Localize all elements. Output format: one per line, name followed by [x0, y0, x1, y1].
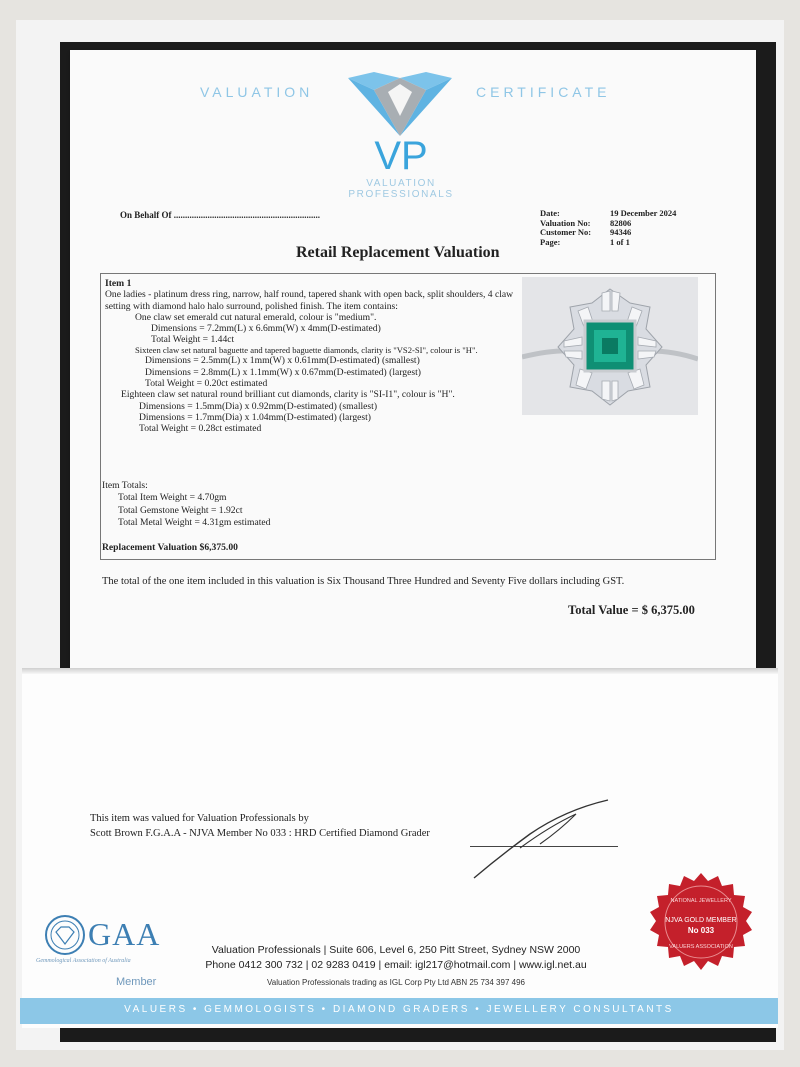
valued-by-line: This item was valued for Valuation Professionals by: [90, 813, 309, 824]
total-gemstone-weight: Total Gemstone Weight = 1.92ct: [118, 504, 243, 516]
logo-subtitle: [334, 178, 468, 200]
gst-statement: The total of the one item included in this valuation is Six Thousand Three Hundred and Seventy Five dollars including GST.: [102, 576, 625, 587]
meta-value: 19 December 2024: [610, 208, 677, 218]
footer-band-text: VALUERS • GEMMOLOGISTS • DIAMOND GRADERS • JEWELLERY CONSULTANTS: [124, 1004, 674, 1015]
emerald-line: One claw set emerald cut natural emerald, colour is "medium".: [135, 311, 377, 323]
meta-key: Date:: [540, 208, 560, 218]
signature-icon: [470, 796, 615, 882]
header-valuation-word: VALUATION: [200, 84, 314, 100]
document-title: Retail Replacement Valuation: [296, 244, 500, 261]
meta-value: 82806: [610, 217, 632, 228]
seal-top-text: NATIONAL JEWELLERY: [670, 898, 732, 904]
on-behalf-line: On Behalf Of .................................................................: [120, 210, 321, 220]
seal-bottom-text: VALUERS ASSOCIATION: [669, 944, 733, 950]
round-dims-smallest: Dimensions = 1.5mm(Dia) x 0.92mm(D-estimated) (smallest): [139, 400, 378, 412]
emerald-weight: Total Weight = 1.44ct: [151, 334, 235, 346]
logo-vp-letters: VP: [374, 134, 428, 178]
baguette-weight: Total Weight = 0.20ct estimated: [145, 377, 268, 389]
logo-sub-line2: PROFESSIONALS: [348, 189, 454, 200]
meta-key: Customer No:: [540, 227, 592, 238]
baguette-dims-smallest: Dimensions = 2.5mm(L) x 1mm(W) x 0.61mm(D-estimated) (smallest): [145, 355, 420, 367]
baguette-line: Sixteen claw set natural baguette and tapered baguette diamonds, clarity is "VS2-SI", colour is "H".: [135, 344, 478, 355]
seal-member-text: NJVA GOLD MEMBER: [665, 917, 737, 924]
header-certificate-word: CERTIFICATE: [476, 84, 611, 100]
valuation-meta: [540, 209, 676, 247]
footer-contacts: Phone 0412 300 732 | 02 9283 0419 | email: igl217@hotmail.com | www.igl.net.au: [205, 959, 587, 971]
gaa-subtitle: Gemmological Association of Australia: [36, 958, 131, 964]
emerald-ring-icon: [522, 277, 698, 415]
njva-seal: [650, 872, 752, 974]
meta-row: [540, 228, 676, 238]
replacement-valuation: Replacement Valuation $6,375.00: [102, 542, 238, 553]
meta-value: 1 of 1: [610, 236, 630, 247]
total-value: Total Value = $ 6,375.00: [568, 603, 695, 617]
ring-photo: [522, 277, 698, 415]
item-summary: One ladies - platinum dress ring, narrow, half round, tapered shank with open back, split shoulders, 4 claw setting with diamond halo halo surround, polished finish. The item contains:: [105, 289, 514, 312]
item-heading: Item 1: [105, 278, 132, 289]
logo-sub-line1: VALUATION: [366, 178, 436, 189]
round-dims-largest: Dimensions = 1.7mm(Dia) x 1.04mm(D-estimated) (largest): [139, 411, 371, 423]
diamond-logo-icon: [344, 70, 456, 138]
paper-fold: [22, 668, 778, 674]
footer-address: Valuation Professionals | Suite 606, Level 6, 250 Pitt Street, Sydney NSW 2000: [211, 944, 581, 956]
round-weight: Total Weight = 0.28ct estimated: [139, 423, 262, 435]
total-item-weight: Total Item Weight = 4.70gm: [118, 492, 227, 504]
gaa-logo-text: GAA: [88, 916, 161, 952]
emerald-dimensions: Dimensions = 7.2mm(L) x 6.6mm(W) x 4mm(D-estimated): [151, 323, 381, 335]
valuer-credentials: Scott Brown F.G.A.A - NJVA Member No 033 : HRD Certified Diamond Grader: [90, 828, 430, 839]
certificate-bottom-sheet: [22, 670, 778, 1028]
meta-value: 94346: [610, 227, 632, 238]
baguette-dims-largest: Dimensions = 2.8mm(L) x 1.1mm(W) x 0.67mm(D-estimated) (largest): [145, 366, 421, 378]
meta-key: Valuation No:: [540, 217, 591, 228]
item-description: [105, 278, 515, 434]
gaa-member-label: Member: [116, 976, 157, 988]
item-totals: [102, 480, 270, 530]
totals-heading: Item Totals:: [102, 480, 148, 491]
footer-abn: Valuation Professionals trading as IGL Corp Pty Ltd ABN 25 734 397 496: [267, 978, 525, 987]
total-metal-weight: Total Metal Weight = 4.31gm estimated: [118, 517, 271, 529]
meta-row: [540, 238, 676, 248]
gaa-emblem-icon: [44, 914, 86, 956]
round-line: Eighteen claw set natural round brilliant cut diamonds, clarity is "SI-I1", colour is "H".: [121, 389, 455, 401]
seal-number-text: No 033: [687, 926, 715, 935]
meta-key: Page:: [540, 236, 561, 247]
